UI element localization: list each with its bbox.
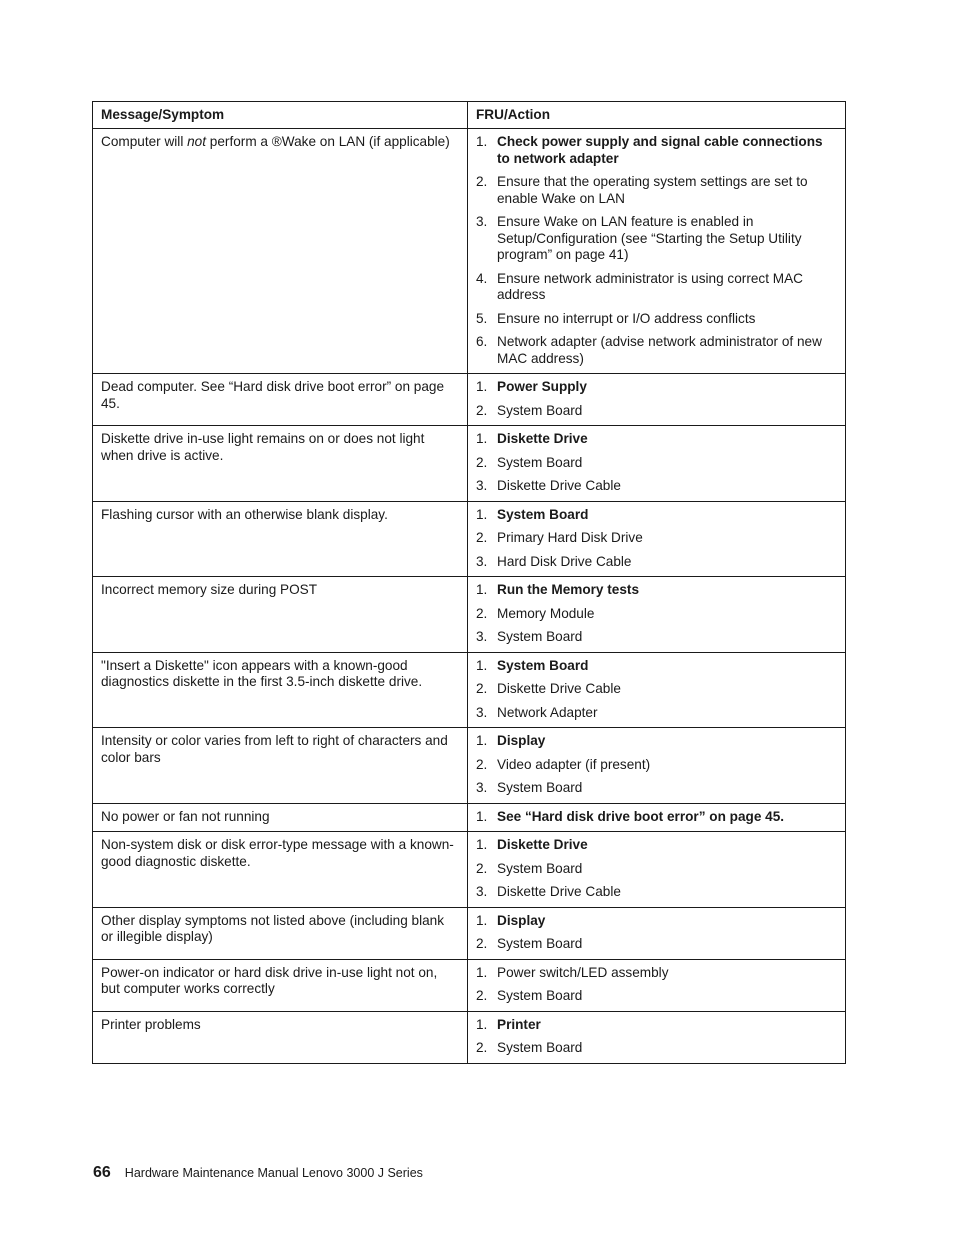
symptom-text: Diskette drive in-use light remains on or does not light when drive is active. (101, 431, 425, 463)
table-row (93, 907, 846, 959)
fru-table (92, 101, 846, 1064)
symptom-cell (93, 129, 468, 374)
action-cell (468, 959, 846, 1011)
symptom-cell (93, 374, 468, 426)
action-text: Network Adapter (497, 704, 598, 720)
action-list (476, 1017, 837, 1057)
symptom-cell (93, 577, 468, 653)
action-text: System Board (497, 860, 583, 876)
action-number: 2. (476, 454, 488, 470)
action-list (476, 733, 837, 797)
action-number: 3. (476, 214, 488, 229)
action-text: Primary Hard Disk Drive (497, 530, 643, 545)
table-row (93, 959, 846, 1011)
action-number: 2. (476, 860, 488, 876)
action-number: 1. (476, 379, 488, 394)
action-number: 1. (476, 506, 488, 522)
action-number: 1. (476, 1016, 488, 1032)
action-text: System Board (497, 402, 583, 418)
action-item (476, 455, 837, 472)
action-cell (468, 501, 846, 577)
action-text: Display (497, 733, 546, 748)
action-item (476, 913, 837, 930)
action-number: 2. (476, 530, 488, 545)
action-text: Printer (497, 1016, 541, 1032)
symptom-cell (93, 1011, 468, 1063)
symptom-cell (93, 832, 468, 908)
action-text: System Board (497, 506, 589, 522)
symptom-text: perform a ®Wake on LAN (if applicable) (206, 134, 450, 149)
symptom-text: Printer problems (101, 1016, 201, 1032)
action-item (476, 1017, 837, 1034)
table-row (93, 501, 846, 577)
symptom-text: Computer will (101, 134, 188, 149)
table-row (93, 374, 846, 426)
action-text: System Board (497, 780, 583, 795)
action-text: Diskette Drive (497, 837, 588, 852)
table-row (93, 803, 846, 832)
action-number: 5. (476, 310, 488, 326)
action-text: System Board (497, 988, 583, 1003)
action-list (476, 965, 837, 1005)
action-cell (468, 907, 846, 959)
symptom-cell (93, 652, 468, 728)
action-text: System Board (497, 657, 589, 673)
action-text: Memory Module (497, 605, 595, 621)
action-item (476, 403, 837, 420)
symptom-cell (93, 728, 468, 804)
action-text: System Board (497, 629, 583, 644)
action-number: 3. (476, 884, 488, 899)
action-text: System Board (497, 936, 583, 951)
action-number: 1. (476, 134, 488, 149)
action-item (476, 809, 837, 826)
action-list (476, 582, 837, 646)
action-item (476, 507, 837, 524)
action-item (476, 271, 837, 304)
action-text: Hard Disk Drive Cable (497, 553, 632, 569)
action-cell (468, 728, 846, 804)
action-item (476, 311, 837, 328)
action-item (476, 379, 837, 396)
action-text: Diskette Drive (497, 431, 588, 446)
table-header-row (93, 102, 846, 129)
action-cell (468, 426, 846, 502)
action-cell (468, 129, 846, 374)
action-text: System Board (497, 454, 583, 470)
action-item (476, 554, 837, 571)
action-item (476, 134, 837, 167)
action-number: 2. (476, 174, 488, 189)
action-text: Diskette Drive Cable (497, 681, 621, 696)
action-number: 2. (476, 988, 488, 1003)
action-item (476, 214, 837, 264)
action-number: 2. (476, 681, 488, 696)
symptom-text: Non-system disk or disk error-type message with a known-good diagnostic diskette. (101, 837, 454, 869)
action-text: Video adapter (if present) (497, 756, 651, 772)
action-list (476, 837, 837, 901)
action-list (476, 507, 837, 571)
action-item (476, 837, 837, 854)
action-item (476, 582, 837, 599)
action-number: 4. (476, 270, 488, 286)
action-text: Check power supply and signal cable connections to network adapter (497, 134, 823, 166)
symptom-text: Other display symptoms not listed above (including blank or illegible display) (101, 912, 445, 944)
action-item (476, 658, 837, 675)
action-cell (468, 374, 846, 426)
action-number: 1. (476, 964, 488, 980)
action-list (476, 658, 837, 722)
action-item (476, 861, 837, 878)
symptom-cell (93, 959, 468, 1011)
header-message-symptom: Message/Symptom (93, 102, 468, 129)
action-number: 1. (476, 808, 488, 824)
page-footer (93, 1164, 423, 1182)
action-item (476, 629, 837, 646)
action-item (476, 334, 837, 367)
symptom-cell (93, 803, 468, 832)
action-item (476, 530, 837, 547)
action-text: Power switch/LED assembly (497, 964, 669, 980)
action-number: 1. (476, 912, 488, 928)
action-number: 1. (476, 837, 488, 852)
action-item (476, 1040, 837, 1057)
action-item (476, 757, 837, 774)
action-item (476, 478, 837, 495)
action-list (476, 913, 837, 953)
action-number: 3. (476, 478, 488, 493)
footer-title: Hardware Maintenance Manual Lenovo 3000 J Series (124, 1166, 423, 1180)
action-item (476, 174, 837, 207)
table-body (93, 129, 846, 1064)
action-text: Power Supply (497, 379, 587, 394)
action-item (476, 965, 837, 982)
action-item (476, 681, 837, 698)
action-text: Display (497, 912, 546, 928)
action-number: 1. (476, 657, 488, 673)
action-cell (468, 652, 846, 728)
symptom-text: "Insert a Diskette" icon appears with a known-good diagnostics diskette in the first 3.5-inch diskette drive. (101, 657, 423, 689)
table-row (93, 1011, 846, 1063)
table-row (93, 832, 846, 908)
action-cell (468, 832, 846, 908)
action-number: 2. (476, 1040, 488, 1055)
action-number: 2. (476, 936, 488, 951)
action-list (476, 134, 837, 367)
symptom-cell (93, 907, 468, 959)
table-row (93, 728, 846, 804)
symptom-text: Dead computer. See “Hard disk drive boot error” on page 45. (101, 379, 445, 411)
action-number: 6. (476, 334, 488, 349)
header-fru-action: FRU/Action (468, 102, 846, 129)
page-number: 66 (93, 1164, 111, 1181)
action-cell (468, 1011, 846, 1063)
action-list (476, 431, 837, 495)
action-item (476, 936, 837, 953)
action-cell (468, 803, 846, 832)
action-number: 2. (476, 402, 488, 418)
action-text: Run the Memory tests (497, 582, 640, 597)
symptom-text: Incorrect memory size during POST (101, 582, 318, 597)
action-number: 2. (476, 756, 488, 772)
symptom-text: not (187, 134, 207, 149)
action-text: Ensure no interrupt or I/O address conflicts (497, 310, 756, 326)
action-item (476, 884, 837, 901)
symptom-text: Power-on indicator or hard disk drive in-use light not on, but computer works correctly (101, 964, 438, 996)
action-number: 3. (476, 629, 488, 644)
action-text: System Board (497, 1040, 583, 1055)
action-item (476, 733, 837, 750)
action-text: Network adapter (advise network administrator of new MAC address) (497, 334, 822, 366)
action-number: 3. (476, 780, 488, 795)
action-list (476, 809, 837, 826)
action-cell (468, 577, 846, 653)
action-item (476, 705, 837, 722)
action-item (476, 780, 837, 797)
table-row (93, 426, 846, 502)
action-text: Diskette Drive Cable (497, 884, 621, 899)
action-number: 3. (476, 553, 488, 569)
action-number: 2. (476, 605, 488, 621)
action-number: 1. (476, 733, 488, 748)
symptom-text: Intensity or color varies from left to right of characters and color bars (101, 733, 448, 765)
table-row (93, 129, 846, 374)
symptom-cell (93, 501, 468, 577)
action-item (476, 988, 837, 1005)
action-text: See “Hard disk drive boot error” on page 45. (497, 808, 785, 824)
action-text: Ensure that the operating system settings are set to enable Wake on LAN (497, 174, 808, 206)
symptom-cell (93, 426, 468, 502)
action-number: 3. (476, 704, 488, 720)
table-row (93, 577, 846, 653)
symptom-text: Flashing cursor with an otherwise blank display. (101, 506, 388, 522)
symptom-text: No power or fan not running (101, 808, 270, 824)
action-text: Ensure Wake on LAN feature is enabled in Setup/Configuration (see “Starting the Setup Utility program” on page 41) (497, 214, 802, 262)
table-row (93, 652, 846, 728)
action-text: Ensure network administrator is using correct MAC address (497, 270, 803, 302)
action-number: 1. (476, 582, 488, 597)
action-number: 1. (476, 431, 488, 446)
action-text: Diskette Drive Cable (497, 478, 621, 493)
action-list (476, 379, 837, 419)
action-item (476, 431, 837, 448)
action-item (476, 606, 837, 623)
